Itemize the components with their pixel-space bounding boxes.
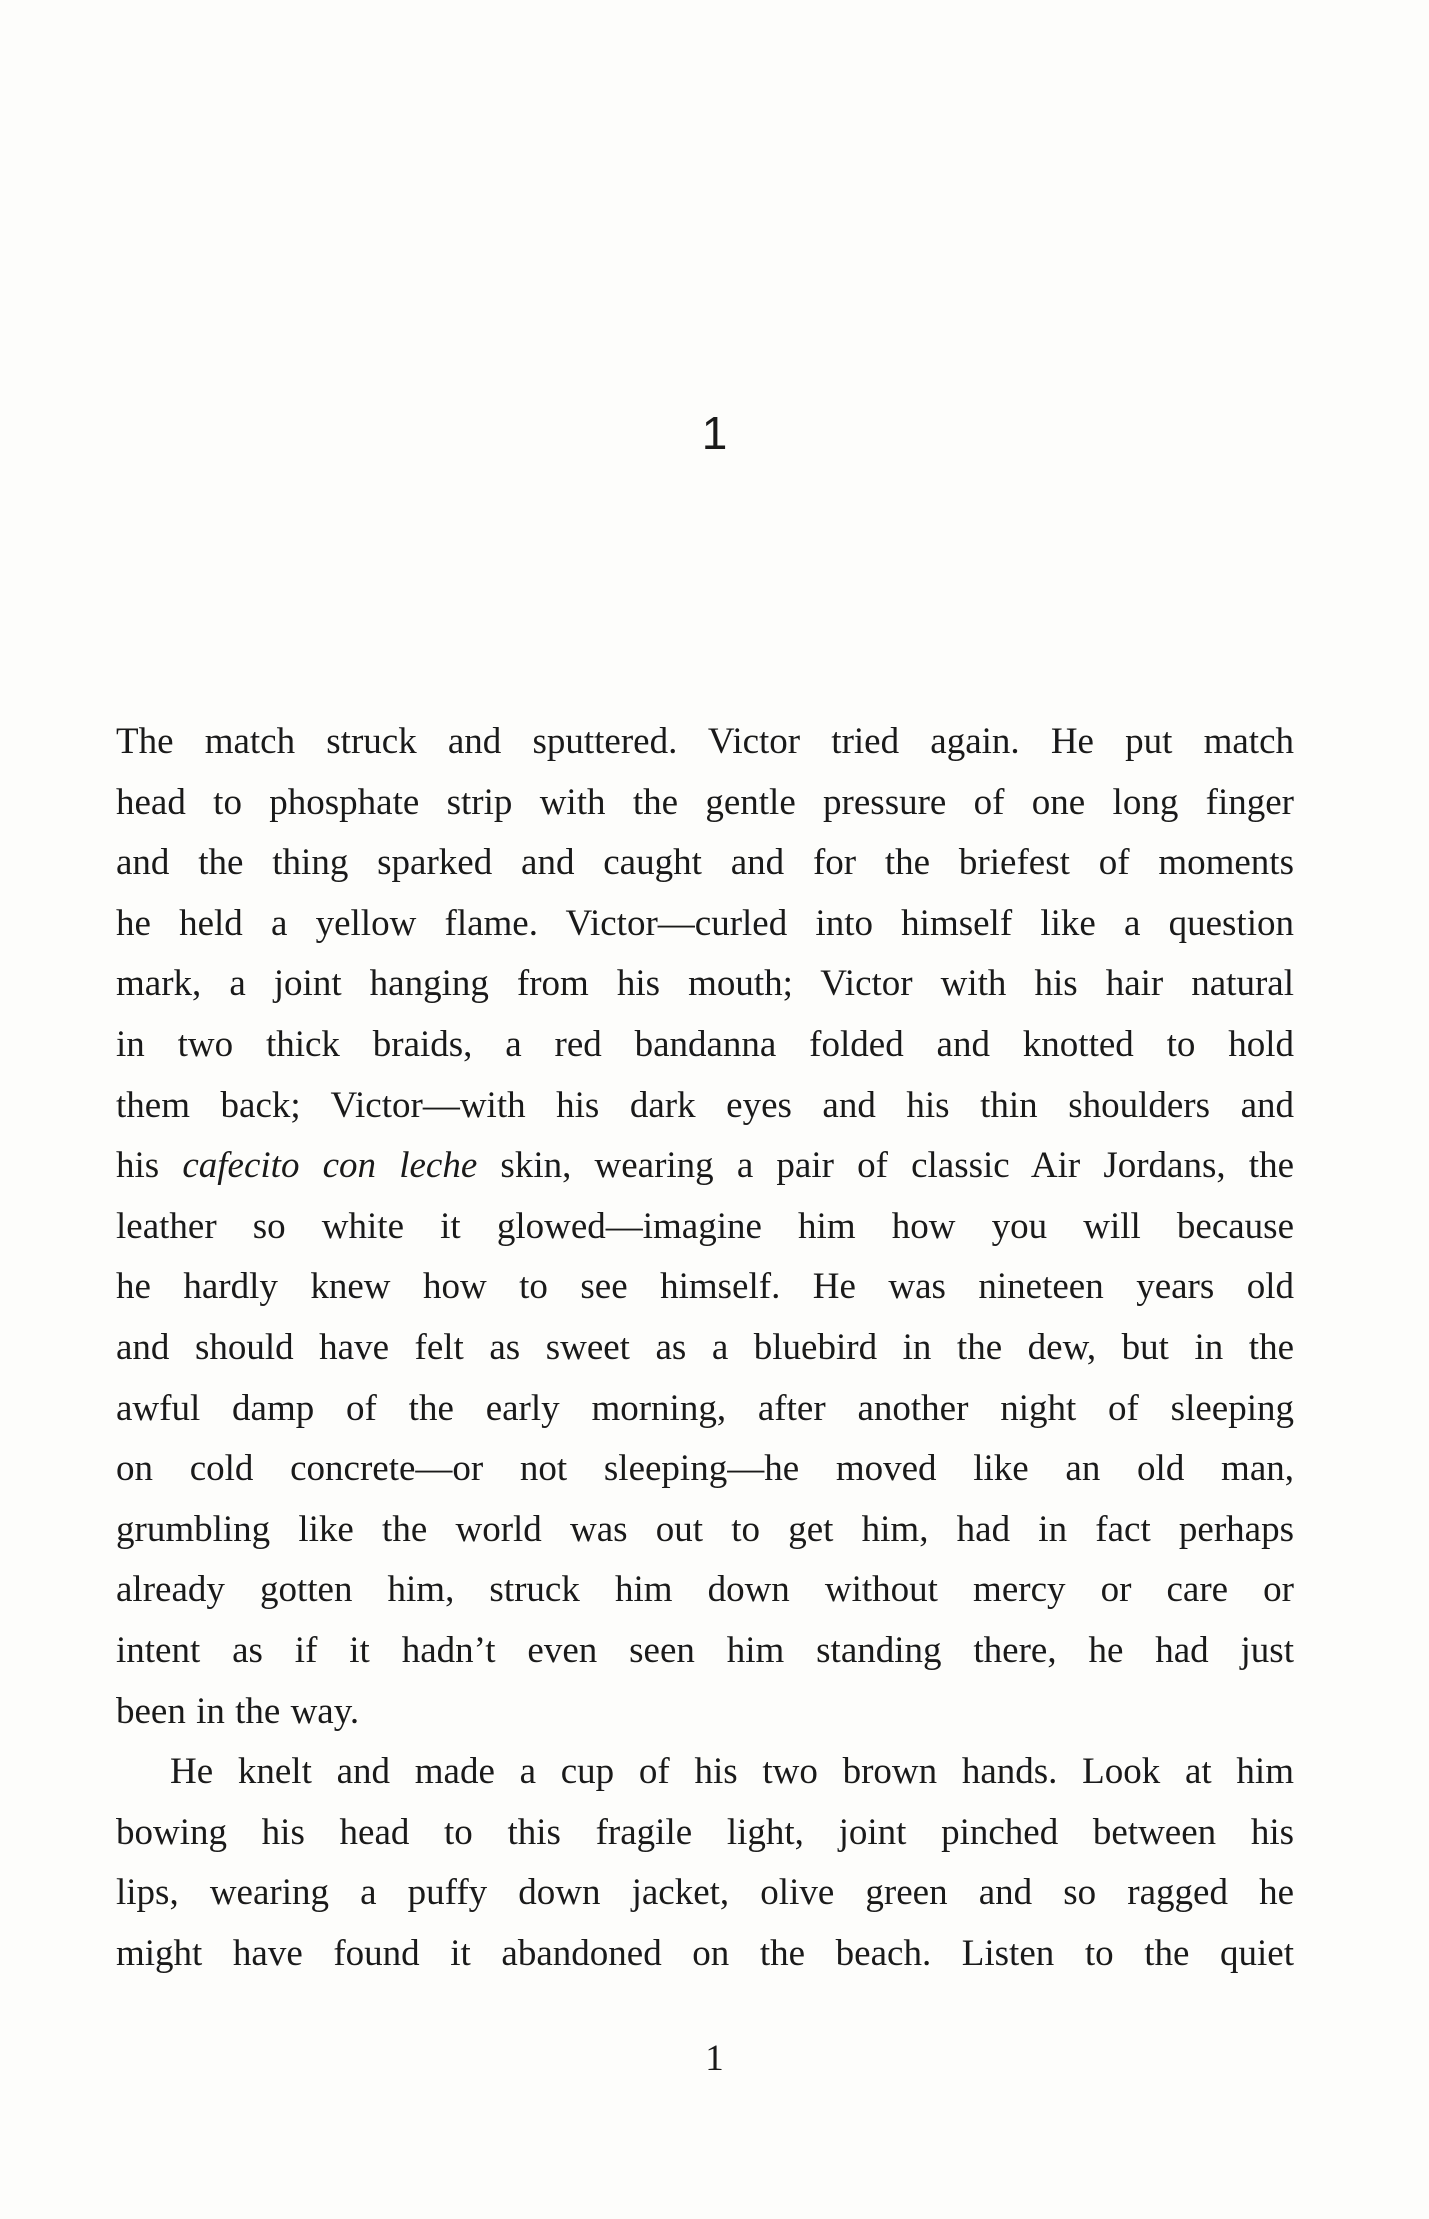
text-segment: skin, wearing a pair of classic Air Jordans, the — [477, 1145, 1294, 1187]
text-line: mark, a joint hanging from his mouth; Victor with his hair natural — [116, 963, 1294, 1005]
text-line: grumbling like the world was out to get him, had in fact perhaps — [116, 1508, 1294, 1550]
text-line: and should have felt as sweet as a bluebird in the dew, but in the — [116, 1326, 1294, 1368]
text-line: awful damp of the early morning, after another night of sleeping — [116, 1387, 1294, 1429]
text-line: lips, wearing a puffy down jacket, olive green and so ragged he — [116, 1872, 1294, 1914]
text-line: might have found it abandoned on the beach. Listen to the quiet — [116, 1932, 1294, 1974]
chapter-number: 1 — [701, 407, 728, 459]
text-line: leather so white it glowed—imagine him how you will because — [116, 1205, 1294, 1247]
text-segment: his — [116, 1145, 183, 1187]
text-line: head to phosphate strip with the gentle pressure of one long finger — [116, 781, 1294, 823]
text-line: in two thick braids, a red bandanna folded and knotted to hold — [116, 1023, 1294, 1065]
text-line: been in the way. — [116, 1690, 360, 1732]
text-line: He knelt and made a cup of his two brown hands. Look at him — [170, 1751, 1294, 1793]
italic-phrase: cafecito con leche — [182, 1145, 478, 1187]
text-line: he hardly knew how to see himself. He was nineteen years old — [116, 1266, 1294, 1308]
text-line: intent as if it hadn’t even seen him standing there, he had just — [116, 1629, 1294, 1671]
text-line: he held a yellow flame. Victor—curled into himself like a question — [116, 902, 1294, 944]
text-line: The match struck and sputtered. Victor tried again. He put match — [116, 721, 1294, 762]
text-line: already gotten him, struck him down without mercy or care or — [116, 1569, 1294, 1611]
text-line: and the thing sparked and caught and for the briefest of moments — [116, 842, 1294, 884]
text-line: on cold concrete—or not sleeping—he moved like an old man, — [116, 1448, 1294, 1490]
body-text — [116, 712, 1294, 1984]
text-line — [116, 1136, 1294, 1197]
text-line: bowing his head to this fragile light, joint pinched between his — [116, 1811, 1294, 1853]
text-line: them back; Victor—with his dark eyes and his thin shoulders and — [116, 1084, 1294, 1126]
page-number: 1 — [705, 2038, 724, 2079]
